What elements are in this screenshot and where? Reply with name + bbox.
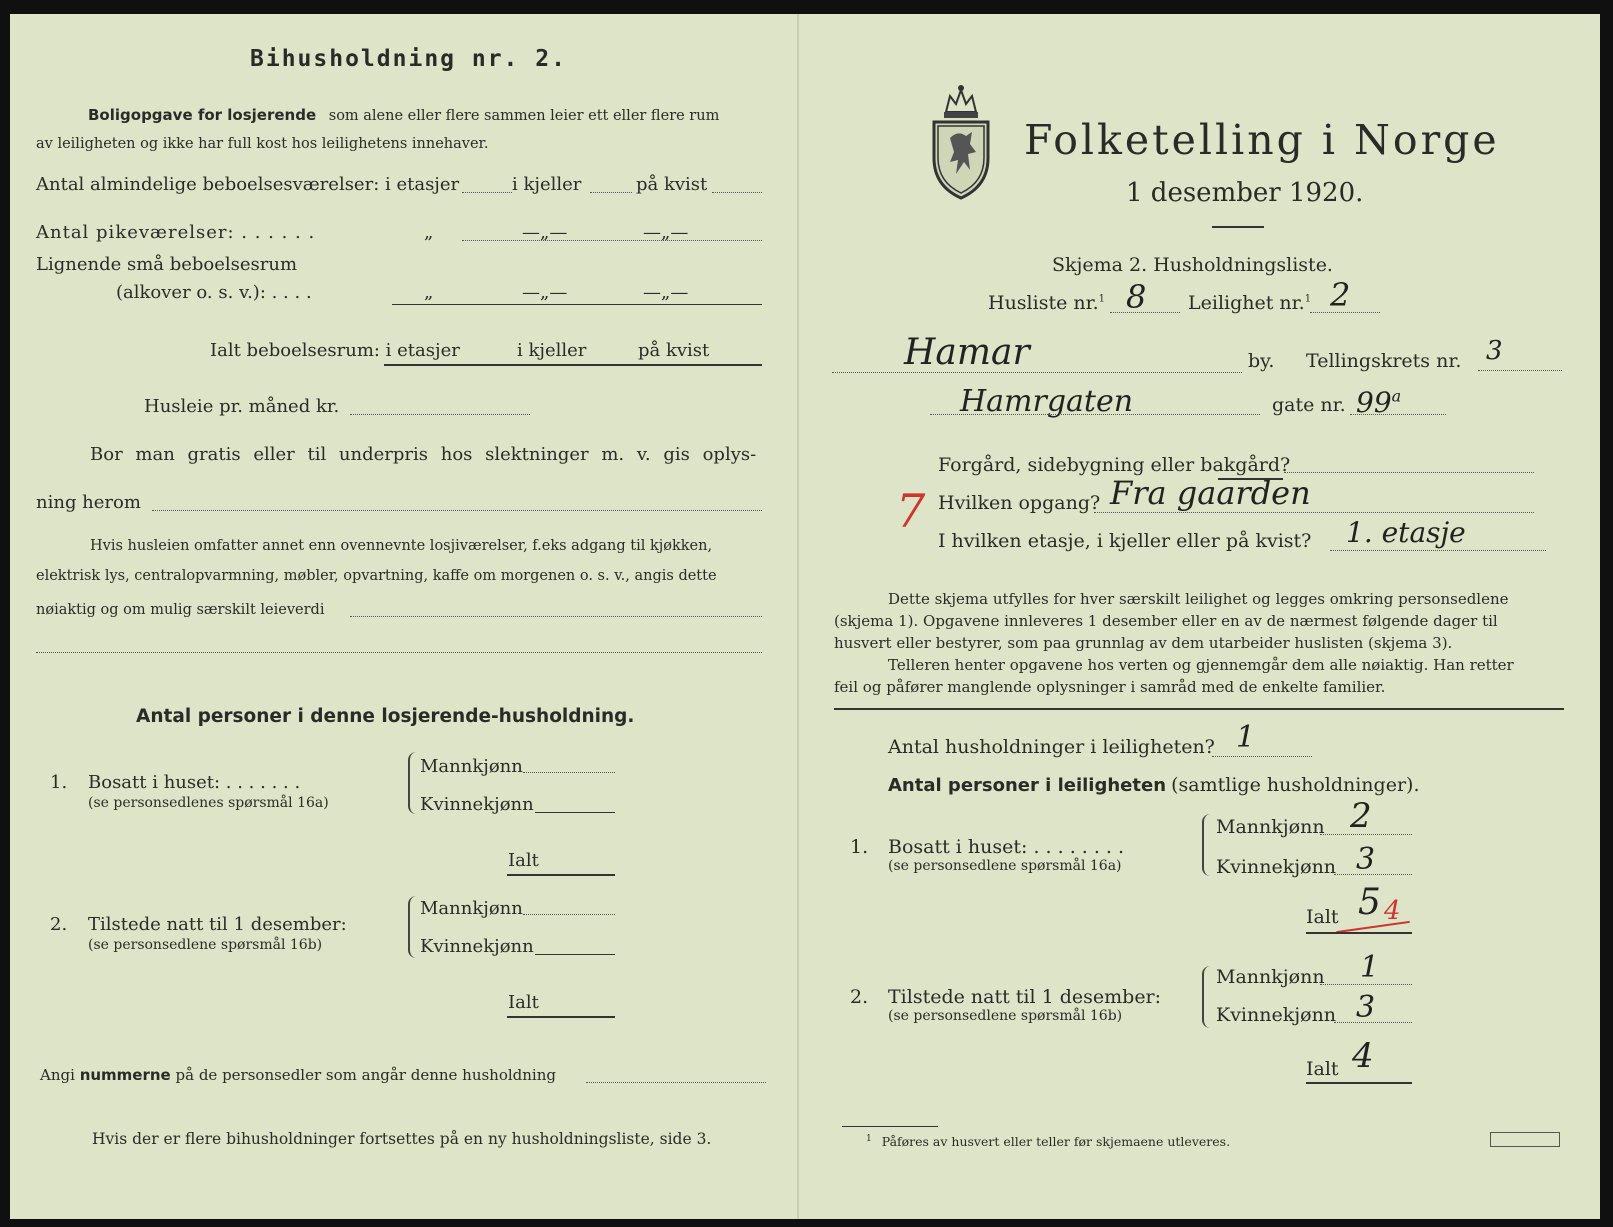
etasje-line[interactable] bbox=[1330, 550, 1546, 551]
leilighet-value: 2 bbox=[1330, 276, 1351, 314]
left-q1-kvinne-line[interactable] bbox=[535, 812, 615, 813]
left-q1-kvinne-label: Kvinnekjønn bbox=[420, 794, 534, 815]
left-q2-ialt-line[interactable] bbox=[507, 1016, 615, 1018]
right-q2-mann-label: Mannkjønn bbox=[1216, 966, 1325, 988]
left-q1-sub: (se personsedlenes spørsmål 16a) bbox=[88, 795, 329, 811]
pike-ditto-2: —„— bbox=[522, 222, 568, 243]
left-antal-heading: Antal personer i denne losjerende-husholdning. bbox=[136, 706, 635, 727]
gratis-line[interactable] bbox=[152, 510, 762, 511]
right-q2-kvinne-value: 3 bbox=[1356, 990, 1376, 1025]
schema-label: Skjema 2. Husholdningsliste. bbox=[1052, 254, 1333, 276]
left-q2-brace bbox=[408, 896, 418, 958]
right-q1-sub: (se personsedlene spørsmål 16a) bbox=[888, 858, 1122, 874]
right-q1-num: 1. bbox=[850, 836, 869, 858]
left-q1-ialt-line[interactable] bbox=[507, 874, 615, 876]
lign-ditto-3: —„— bbox=[643, 282, 689, 303]
left-title: Bihusholdning nr. 2. bbox=[250, 46, 567, 72]
page-fold bbox=[797, 14, 799, 1219]
footnote bbox=[866, 1134, 1230, 1149]
right-q1-mann-line[interactable] bbox=[1320, 834, 1412, 835]
right-q1-kvinne-line[interactable] bbox=[1334, 874, 1412, 875]
right-q2-kvinne-label: Kvinnekjønn bbox=[1216, 1004, 1337, 1026]
right-q2-mann-line[interactable] bbox=[1320, 984, 1412, 985]
right-date: 1 desember 1920. bbox=[1126, 178, 1364, 208]
ialt-rooms-line[interactable] bbox=[384, 364, 762, 366]
right-q2-ialt-value: 4 bbox=[1352, 1036, 1374, 1076]
by-line[interactable] bbox=[832, 372, 1242, 373]
angi-rest: på de personsedler som angår denne husholdning bbox=[175, 1066, 556, 1084]
pike-ditto-1: „ bbox=[424, 222, 434, 243]
gate-value: Hamrgaten bbox=[960, 384, 1134, 419]
ialt-kvist-label: på kvist bbox=[638, 340, 710, 361]
left-q1-mann-label: Mannkjønn bbox=[420, 756, 523, 777]
intro-line2: av leiligheten og ikke har full kost hos leilighetens innehaver. bbox=[36, 136, 489, 152]
right-q2-num: 2. bbox=[850, 986, 869, 1008]
right-q1-mann-label: Mannkjønn bbox=[1216, 816, 1325, 838]
title-rule bbox=[1212, 226, 1264, 228]
left-q2-ialt-label: Ialt bbox=[508, 992, 539, 1013]
rooms-etasjer-line[interactable] bbox=[462, 192, 512, 193]
leilighet-label bbox=[1188, 292, 1311, 314]
hvis-line[interactable] bbox=[350, 616, 762, 617]
pike-ditto-3: —„— bbox=[643, 222, 689, 243]
right-title: Folketelling i Norge bbox=[1024, 116, 1500, 164]
forgaard-label: Forgård, sidebygning eller bakgård? bbox=[938, 454, 1291, 476]
right-q2-ialt-label: Ialt bbox=[1306, 1058, 1339, 1080]
rooms-kjeller-line[interactable] bbox=[590, 192, 632, 193]
antal-bold: Antal personer i leiligheten bbox=[888, 775, 1167, 796]
footnote-text: Påføres av husvert eller teller før skjemaene utleveres. bbox=[881, 1134, 1231, 1150]
by-value: Hamar bbox=[904, 332, 1030, 373]
lign-ditto-2: —„— bbox=[522, 282, 568, 303]
gratis-line2: ning herom bbox=[36, 492, 141, 513]
left-q1-ialt-label: Ialt bbox=[508, 850, 539, 871]
husleie-line[interactable] bbox=[350, 414, 530, 415]
etasje-label: I hvilken etasje, i kjeller eller på kvist? bbox=[938, 530, 1312, 552]
by-label: by. bbox=[1248, 350, 1275, 372]
husliste-label bbox=[988, 292, 1105, 314]
right-q1-ialt-line[interactable] bbox=[1306, 932, 1412, 934]
left-q2-kvinne-label: Kvinnekjønn bbox=[420, 936, 534, 957]
gate-label: gate nr. bbox=[1272, 394, 1346, 416]
husliste-text: Husliste nr. bbox=[988, 292, 1099, 314]
left-q2-mann-label: Mannkjønn bbox=[420, 898, 523, 919]
left-q2-kvinne-line[interactable] bbox=[535, 954, 615, 955]
krets-label: Tellingskrets nr. bbox=[1306, 350, 1462, 372]
pike-line[interactable] bbox=[462, 240, 762, 241]
right-q2-mann-value: 1 bbox=[1360, 950, 1380, 985]
footnote-rule bbox=[842, 1126, 938, 1127]
lign-label-2: (alkover o. s. v.): . . . . bbox=[116, 282, 312, 303]
right-q1-ialt-value: 5 bbox=[1358, 882, 1381, 923]
hvis-line1: Hvis husleien omfatter annet enn ovennevnte losjiværelser, f.eks adgang til kjøkken, bbox=[90, 538, 713, 554]
info-line3: husvert eller bestyrer, som paa grunnlag av dem utarbeider huslisten (skjema 3). bbox=[834, 634, 1453, 652]
printer-stamp bbox=[1490, 1132, 1560, 1147]
hush-value: 1 bbox=[1236, 720, 1256, 755]
leilighet-text: Leilighet nr. bbox=[1188, 292, 1305, 314]
rooms-kjeller-label: i kjeller bbox=[512, 174, 582, 195]
rooms-kvist-label: på kvist bbox=[636, 174, 708, 195]
hvis-extra-line[interactable] bbox=[36, 652, 762, 653]
opgang-label: Hvilken opgang? bbox=[938, 492, 1101, 514]
left-q2-num: 2. bbox=[50, 914, 68, 935]
right-q2-kvinne-line[interactable] bbox=[1334, 1022, 1412, 1023]
right-q1-brace bbox=[1202, 814, 1212, 876]
gate-nr-letter: a bbox=[1391, 386, 1402, 406]
right-q2-sub: (se personsedlene spørsmål 16b) bbox=[888, 1008, 1123, 1024]
lign-line[interactable] bbox=[392, 304, 762, 305]
ialt-kjeller-label: i kjeller bbox=[517, 340, 587, 361]
section-rule bbox=[834, 708, 1564, 710]
left-q2-sub: (se personsedlene spørsmål 16b) bbox=[88, 937, 323, 953]
intro-bold: Boligopgave for losjerende bbox=[88, 106, 317, 124]
left-q1-num: 1. bbox=[50, 772, 68, 793]
opgang-line[interactable] bbox=[1094, 512, 1534, 513]
right-q2-label: Tilstede natt til 1 desember: bbox=[888, 986, 1162, 1008]
red-mark: 7 bbox=[896, 484, 926, 538]
angi-line-fill[interactable] bbox=[586, 1082, 766, 1083]
hush-label: Antal husholdninger i leiligheten? bbox=[888, 736, 1215, 758]
left-q2-mann-line[interactable] bbox=[523, 914, 615, 915]
rooms-kvist-line[interactable] bbox=[712, 192, 762, 193]
angi-line bbox=[40, 1066, 556, 1084]
lign-ditto-1: „ bbox=[424, 282, 434, 303]
right-q1-ialt-red: 4 bbox=[1384, 896, 1401, 926]
hush-line[interactable] bbox=[1212, 756, 1312, 757]
husleie-label: Husleie pr. måned kr. bbox=[144, 396, 340, 417]
gate-nr-digits: 99 bbox=[1356, 386, 1392, 419]
husliste-value: 8 bbox=[1126, 278, 1147, 316]
intro-line1 bbox=[88, 106, 719, 124]
info-line5: feil og påfører manglende oplysninger i samråd med de enkelte familier. bbox=[834, 678, 1386, 696]
right-q1-kvinne-value: 3 bbox=[1356, 842, 1376, 877]
left-q1-mann-line[interactable] bbox=[523, 772, 615, 773]
right-q1-mann-value: 2 bbox=[1350, 796, 1372, 836]
hvis-line2: elektrisk lys, centralopvarmning, møbler, opvartning, kaffe om morgenen o. s. v., angis dette bbox=[36, 568, 717, 584]
gate-nr-line[interactable] bbox=[1350, 414, 1446, 415]
pike-label: Antal pikeværelser: . . . . . . bbox=[36, 222, 316, 243]
leilighet-line[interactable] bbox=[1310, 312, 1380, 313]
right-q2-brace bbox=[1202, 966, 1212, 1028]
krets-line[interactable] bbox=[1478, 370, 1562, 371]
right-q2-ialt-line[interactable] bbox=[1306, 1082, 1412, 1084]
left-q1-brace bbox=[408, 752, 418, 814]
left-footer: Hvis der er flere bihusholdninger fortsettes på en ny husholdningsliste, side 3. bbox=[92, 1130, 712, 1148]
antal-line bbox=[888, 774, 1419, 796]
hvis-line3: nøiaktig og om mulig særskilt leieverdi bbox=[36, 602, 325, 618]
angi-bold: nummerne bbox=[79, 1066, 171, 1084]
forgaard-line[interactable] bbox=[1284, 472, 1534, 473]
husliste-sup: 1 bbox=[1098, 293, 1106, 305]
krets-value: 3 bbox=[1486, 336, 1503, 366]
left-q2-label: Tilstede natt til 1 desember: bbox=[88, 914, 347, 935]
info-line4: Telleren henter opgavene hos verten og gjennemgår dem alle nøiaktig. Han retter bbox=[888, 656, 1514, 674]
leilighet-sup: 1 bbox=[1304, 293, 1312, 305]
lign-label-1: Lignende små beboelsesrum bbox=[36, 254, 298, 275]
intro-rest: som alene eller flere sammen leier ett eller flere rum bbox=[328, 108, 720, 124]
right-q1-label: Bosatt i huset: . . . . . . . . bbox=[888, 836, 1125, 858]
opgang-value: Fra gaarden bbox=[1110, 474, 1311, 512]
info-line1: Dette skjema utfylles for hver særskilt leilighet og legges omkring personsedlene bbox=[888, 590, 1509, 608]
gate-line[interactable] bbox=[930, 414, 1260, 415]
ialt-rooms-label: Ialt beboelsesrum: i etasjer bbox=[210, 340, 460, 361]
etasje-value: 1. etasje bbox=[1346, 516, 1466, 549]
left-q1-label: Bosatt i huset: . . . . . . . bbox=[88, 772, 301, 793]
husliste-line[interactable] bbox=[1110, 312, 1180, 313]
rooms-label: Antal almindelige beboelsesværelser: i etasjer bbox=[36, 174, 460, 195]
right-q1-kvinne-label: Kvinnekjønn bbox=[1216, 856, 1337, 878]
angi-pre: Angi bbox=[40, 1066, 75, 1084]
right-q1-ialt-label: Ialt bbox=[1306, 906, 1339, 928]
antal-rest: (samtlige husholdninger). bbox=[1171, 774, 1420, 796]
coat-of-arms-icon bbox=[928, 82, 994, 202]
gratis-line1: Bor man gratis eller til underpris hos slektninger m. v. gis oplys- bbox=[90, 444, 757, 465]
footnote-num: 1 bbox=[866, 1134, 872, 1144]
info-line2: (skjema 1). Opgavene innleveres 1 desember eller en av de nærmest følgende dager til bbox=[834, 612, 1498, 630]
